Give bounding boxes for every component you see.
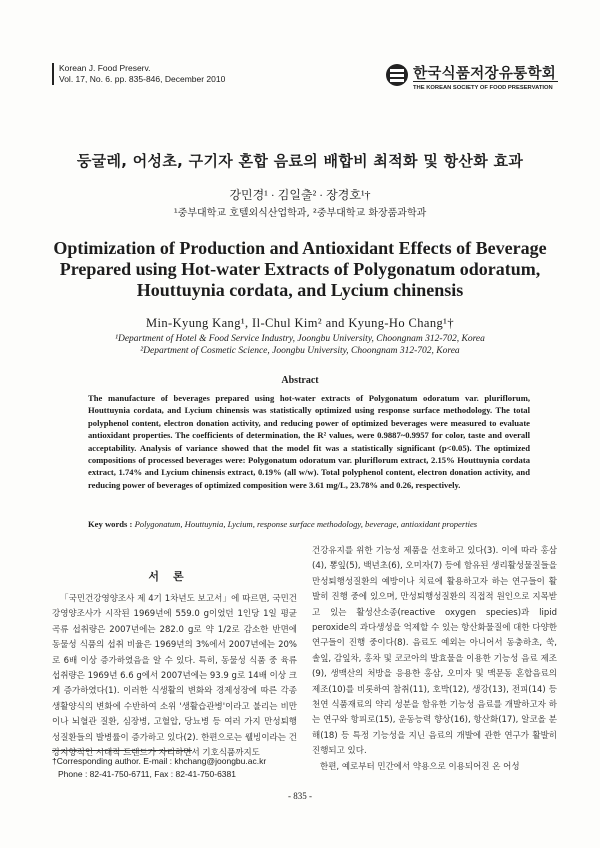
title-line-3: Houttuynia cordata, and Lycium chinensis xyxy=(136,280,464,300)
body-paragraph: 건강유지를 위한 기능성 제품을 선호하고 있다(3). 이에 따라 홍삼(4), 뽕잎(5), 백년초(6), 오미자(7) 등에 함유된 생리활성물질들을 만성퇴행성질환의 예방이나 치료에 활용하고자 하는 연구들이 활발히 진행 중에 있으며, 만성퇴행성질환의 직접적 원인으로 지목받고 있는 활성산소종(reactive oxygen species)과 lipid peroxide의 과다생성을 억제할 수 있는 항산화물질에 대한 다양한 연구들이 진행 중이다(8). 음료도 예외는 아니어서 동충하초, 쑥, 솔잎, 감잎차, 홍차 및 코코아의 발효물을 이용한 기능성 음료 제조(9), 생맥산의 처방을 응용한 홍삼, 오미자 및 맥문동 혼합음료의 제조(10)를 비롯하여 참취(11), 호박(12), 생강(13), 전피(14) 등 천연 식품재료의 약리 성분을 함유한 기능성 음료를 개발하고자 하는 연구와 항피로(15), 운동능력 향상(16), 항산화(17), 알코올 분해(18) 등 특정 기능성을 지닌 음료의 개발에 관한 연구가 활발히 진행되고 있다. xyxy=(312,546,557,757)
authors-english: Min-Kyung Kang¹, Il-Chul Kim² and Kyung-Ho Chang¹† xyxy=(146,316,454,330)
footnote-divider xyxy=(52,750,192,751)
body-column-right xyxy=(312,544,557,775)
affiliation-english xyxy=(0,333,600,357)
abstract-heading: Abstract xyxy=(281,375,319,386)
title-english xyxy=(0,238,600,301)
footnote-email: †Corresponding author. E-mail : khchang@joongbu.ac.kr xyxy=(52,756,267,766)
authors-korean: 강민경¹ · 김일출² · 장경호¹† xyxy=(229,188,371,202)
body-paragraph: 한편, 예로부터 민간에서 약용으로 이용되어진 온 어성 xyxy=(320,761,520,772)
society-header xyxy=(386,60,558,96)
body-column-left: 「국민건강영양조사 제 4기 1차년도 보고서」에 따르면, 국민건강영양조사가 시작된 1969년에 559.0 g이었던 1인당 1일 평균 곡류 섭취량은 2007년에는 282.0 g로 약 1/2로 감소한 반면에 동물성 식품의 섭취 비율은 1969년의 3%에서 2007년에는 20%로 6배 이상 증가하였음을 알 수 있다. 특히, 동물성 식품 중 육류 섭취량은 1969년 6.6 g에서 2007년에는 93.9 g로 14배 이상 크게 증가하였다(1). 이러한 식생활의 변화와 경제성장에 따른 각종 생활양식의 변화에 수반하여 소위 '생활습관병'이라고 불리는 비만이나 뇌혈관 질환, 심장병, 고혈압, 당뇨병 등 여러 가지 만성퇴행성질환들의 발병률이 증가하고 있다(2). 한편으로는 웰빙이라는 건강지향적인 시대적 트렌드가 자리하면서 기호식품까지도 xyxy=(52,594,297,759)
keywords-text: Polygonatum, Houttuynia, Lycium, response surface methodology, beverage, antioxidant properties xyxy=(134,519,478,529)
section-heading-introduction: 서론 xyxy=(148,570,198,583)
title-korean: 둥굴레, 어성초, 구기자 혼합 음료의 배합비 최적화 및 항산화 효과 xyxy=(76,152,524,170)
affiliation-line-2: ²Department of Cosmetic Science, Joongbu University, Choongnam 312-702, Korea xyxy=(140,346,460,356)
journal-volume: Vol. 17, No. 6. pp. 835-846, December 2010 xyxy=(59,74,226,84)
society-name-en: THE KOREAN SOCIETY OF FOOD PRESERVATION xyxy=(413,85,553,91)
page-number: - 835 - xyxy=(288,791,312,801)
society-divider xyxy=(413,81,558,82)
title-line-2: Prepared using Hot-water Extracts of Polygonatum odoratum, xyxy=(59,259,541,279)
affiliation-line-1: ¹Department of Hotel & Food Service Industry, Joongbu University, Choongnam 312-702, Korea xyxy=(115,334,485,344)
journal-info xyxy=(52,63,225,85)
society-name-ko: 한국식품저장유통학회 xyxy=(413,66,557,82)
title-line-1: Optimization of Production and Antioxidant Effects of Beverage xyxy=(53,238,547,258)
journal-name: Korean J. Food Preserv. xyxy=(59,63,151,73)
affiliation-korean: ¹중부대학교 호텔외식산업학과, ²중부대학교 화장품과학과 xyxy=(173,208,427,219)
footnote xyxy=(52,755,352,780)
keywords xyxy=(88,518,543,530)
footnote-phone: Phone : 82-41-750-6711, Fax : 82-41-750-6381 xyxy=(58,768,236,779)
keywords-label: Key words : xyxy=(88,519,133,529)
abstract-body: The manufacture of beverages prepared using hot-water extracts of Polygonatum odoratum var. pluriflorum, Houttuynia cordata, and Lycium chinensis was statistically optimized using response surface methodology. The total polyphenol content, electron donation activity, and reducing power of optimized beverages were measured to evaluate antioxidant properties. The coefficients of determination, the R² values, were 0.9887~0.9957 for color, taste and overall acceptability. Analysis of variance showed that the model fit was a statistically significant (p<0.05). The optimized compositions of processed beverages were: Polygonatum odoratum var. pluriflorum extract, 2.15% Houttuynia cordata extract, 1.74% and Lycium chinensis extract, 0.19% (all w/w). Total polyphenol content, electron donation activity, and reducing power of beverages of optimized composition were 3.61 mg/L, 23.78% and 0.26, respectively. xyxy=(88,393,530,490)
ksfp-logo-icon xyxy=(386,64,408,86)
